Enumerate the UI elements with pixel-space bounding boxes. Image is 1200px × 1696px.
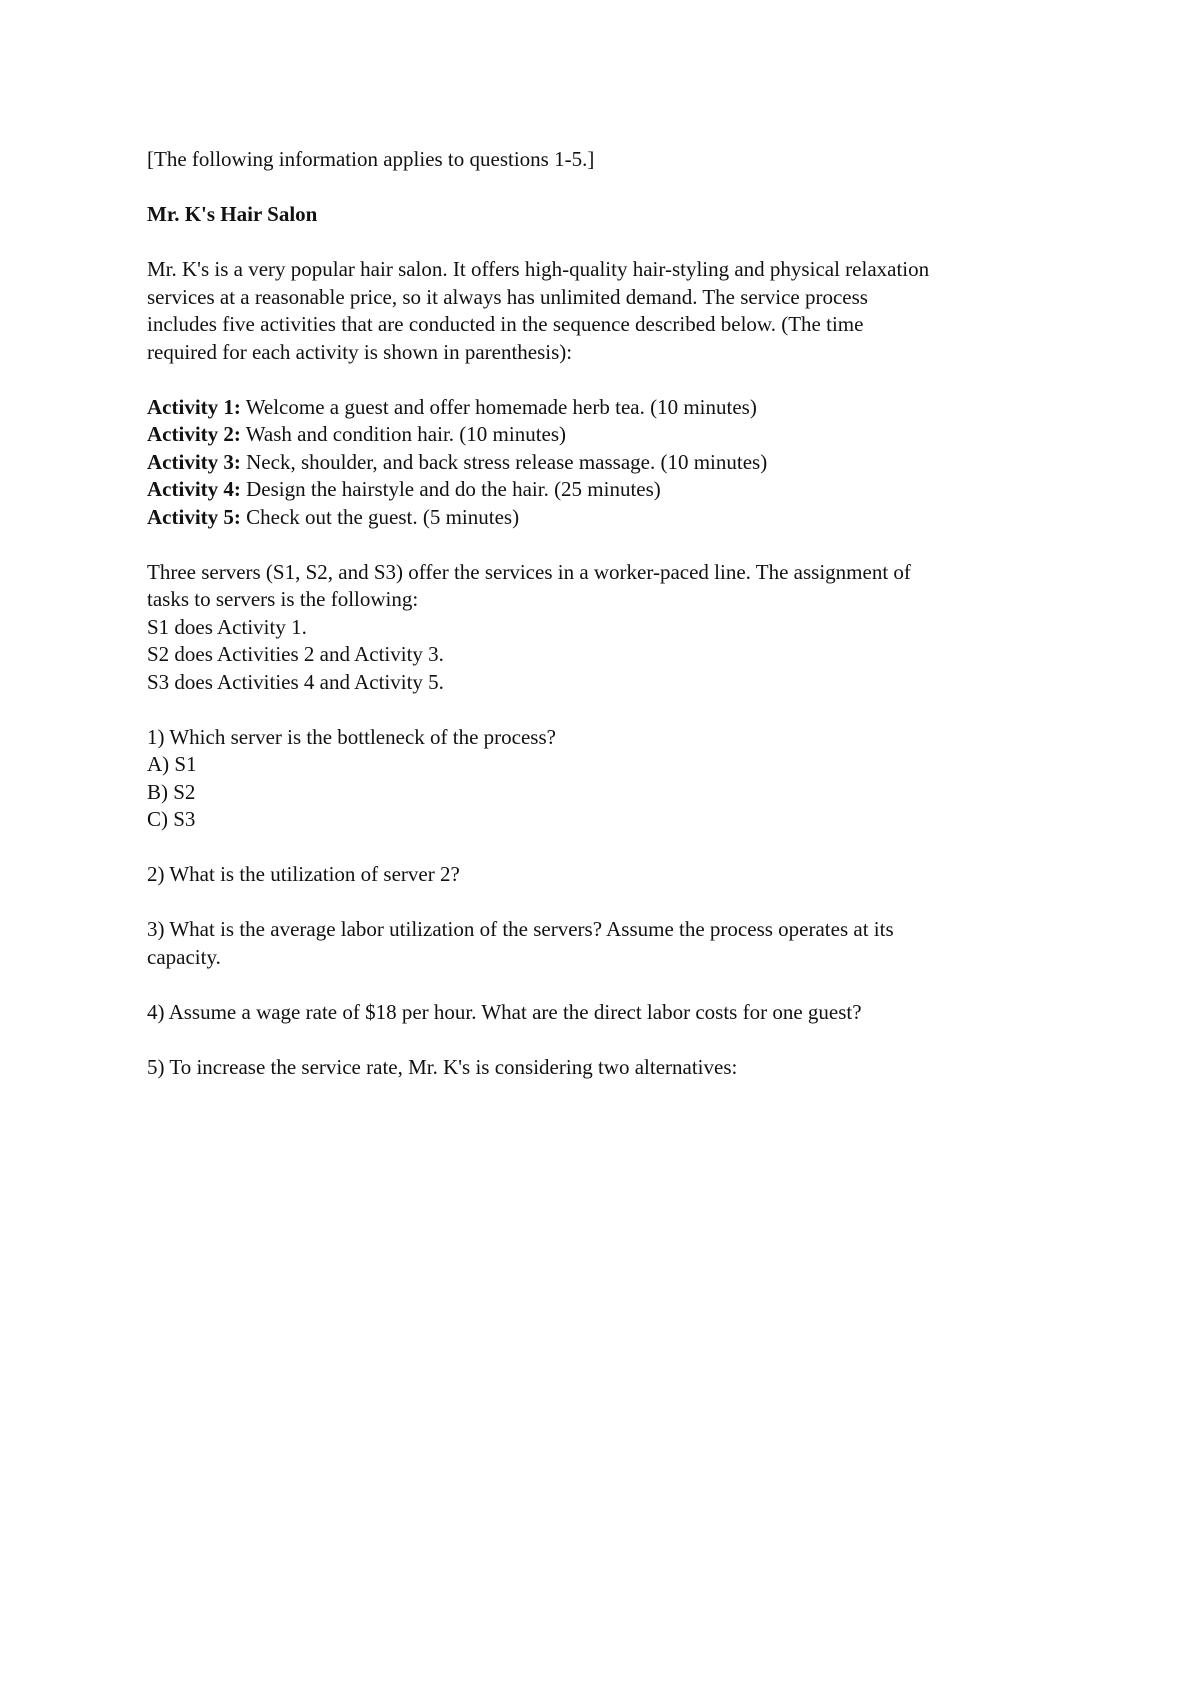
spacer xyxy=(147,531,1077,559)
activity-text: Wash and condition hair. (10 minutes) xyxy=(240,422,567,446)
activity-text: Neck, shoulder, and back stress release massage. (10 minutes) xyxy=(240,449,768,474)
spacer xyxy=(147,971,1077,999)
activity-text: Design the hairstyle and do the hair. (25 minutes) xyxy=(240,477,661,501)
question-5: 5) To increase the service rate, Mr. K's is considering two alternatives: xyxy=(147,1054,738,1079)
spacer xyxy=(147,174,1077,202)
activity-label: Activity 2: xyxy=(147,422,241,446)
description-line: services at a reasonable price, so it always has unlimited demand. The service process xyxy=(147,284,868,309)
activity-text: Welcome a guest and offer homemade herb tea. (10 minutes) xyxy=(240,394,757,419)
activity-item xyxy=(147,476,1077,504)
question-text: 1) Which server is the bottleneck of the process? xyxy=(147,724,556,749)
question-2: 2) What is the utilization of server 2? xyxy=(147,862,460,886)
activity-label: Activity 5: xyxy=(147,504,241,529)
question-line: capacity. xyxy=(147,944,221,969)
servers-line: Three servers (S1, S2, and S3) offer the services in a worker-paced line. The assignment of xyxy=(147,559,911,584)
question-line: 3) What is the average labor utilization of the servers? Assume the process operates at its xyxy=(147,917,894,941)
activity-item xyxy=(147,449,1077,477)
question-1 xyxy=(147,724,1077,834)
spacer xyxy=(147,889,1077,917)
question-4: 4) Assume a wage rate of $18 per hour. What are the direct labor costs for one guest? xyxy=(147,999,862,1024)
description-line: includes five activities that are conducted in the sequence described below. (The time xyxy=(147,312,864,336)
spacer xyxy=(147,834,1077,862)
spacer xyxy=(147,1026,1077,1054)
activity-item xyxy=(147,504,1077,532)
answer-option: C) S3 xyxy=(147,807,196,831)
answer-option: B) S2 xyxy=(147,779,196,804)
servers-line: S3 does Activities 4 and Activity 5. xyxy=(147,669,444,694)
spacer xyxy=(147,366,1077,394)
activity-item xyxy=(147,421,1077,449)
description-line: Mr. K's is a very popular hair salon. It offers high-quality hair-styling and physical relaxation xyxy=(147,257,930,281)
activity-item xyxy=(147,394,1077,422)
document-title: Mr. K's Hair Salon xyxy=(147,202,318,226)
activity-label: Activity 1: xyxy=(147,394,241,419)
servers-paragraph xyxy=(147,559,1077,697)
spacer xyxy=(147,696,1077,724)
question-3 xyxy=(147,916,1077,971)
activity-text: Check out the guest. (5 minutes) xyxy=(240,504,520,529)
activities-list xyxy=(147,394,1077,532)
spacer xyxy=(147,229,1077,257)
servers-line: S1 does Activity 1. xyxy=(147,614,307,639)
servers-line: S2 does Activities 2 and Activity 3. xyxy=(147,642,444,666)
description-line: required for each activity is shown in parenthesis): xyxy=(147,339,573,364)
activity-label: Activity 3: xyxy=(147,449,241,474)
answer-option: A) S1 xyxy=(147,752,197,776)
document-page xyxy=(147,146,1077,1081)
activity-label: Activity 4: xyxy=(147,477,241,501)
intro-note: [The following information applies to questions 1-5.] xyxy=(147,147,595,171)
description-paragraph xyxy=(147,256,1077,366)
servers-line: tasks to servers is the following: xyxy=(147,587,419,611)
